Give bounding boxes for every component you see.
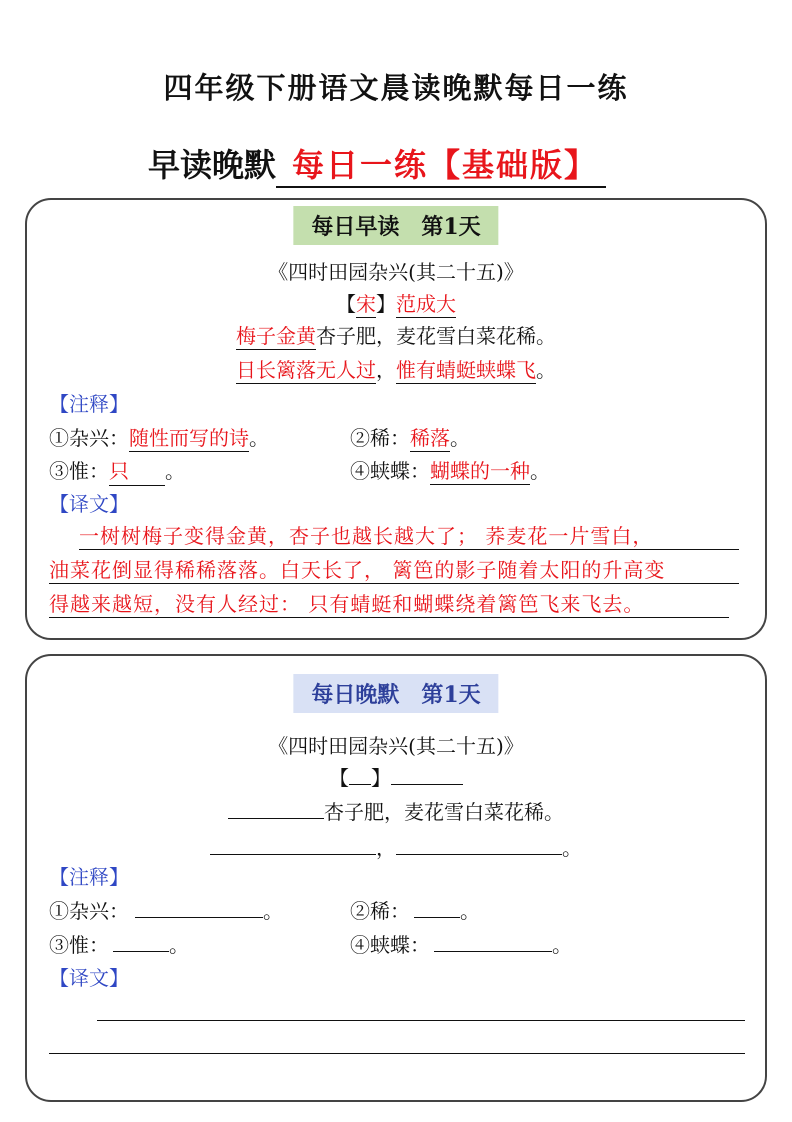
dynasty-bracket-open: 【 — [336, 292, 356, 316]
note-term: ①杂兴： — [49, 899, 129, 923]
note-item-4 — [350, 455, 550, 484]
note-end: 。 — [450, 426, 470, 450]
note-blank[interactable] — [414, 897, 460, 918]
line2-blank-b[interactable] — [396, 834, 562, 855]
translation-blank-line-1[interactable] — [97, 1020, 745, 1021]
poem-title: 《四时田园杂兴(其二十五)》 — [268, 734, 524, 758]
poem-author-line — [27, 288, 765, 317]
poem-title: 《四时田园杂兴(其二十五)》 — [268, 260, 524, 284]
note-term: ③惟： — [49, 459, 109, 483]
line1-text: 杏子肥，麦花雪白菜花稀。 — [324, 800, 564, 824]
note-term: ①杂兴： — [49, 426, 129, 450]
line2-end: 。 — [536, 358, 556, 382]
evening-day-badge: 每日晚默 第1天 — [293, 674, 498, 713]
subtitle-black: 早读晚默 — [148, 146, 277, 184]
author-answer: 范成大 — [396, 292, 456, 316]
author-blank[interactable] — [391, 764, 463, 785]
document-subtitle — [148, 140, 606, 188]
note-item-3 — [49, 455, 185, 486]
note-item-3 — [49, 929, 189, 958]
evening-dictation-card — [25, 654, 767, 1102]
line2-comma: ， — [376, 836, 396, 860]
note-blank[interactable] — [113, 931, 169, 952]
translation-line-3: 得越来越短，没有人经过： 只有蜻蜓和蝴蝶绕着篱笆飞来飞去。 — [49, 588, 729, 618]
note-term: ④蛱蝶： — [350, 459, 430, 483]
note-end: 。 — [169, 933, 189, 957]
note-end: 。 — [249, 426, 269, 450]
note-end: 。 — [530, 459, 550, 483]
morning-reading-card — [25, 198, 767, 640]
line2-answer-b: 惟有蜻蜓蛱蝶飞 — [396, 358, 536, 382]
note-term: ④蛱蝶： — [350, 933, 430, 957]
line2-blank-a[interactable] — [210, 834, 376, 855]
note-blank[interactable] — [135, 897, 263, 918]
dynasty-bracket-close: 】 — [376, 292, 396, 316]
poem-author-line — [27, 762, 765, 791]
note-end: 。 — [460, 899, 480, 923]
translation-line-2: 油菜花倒显得稀稀落落。白天长了， 篱笆的影子随着太阳的升高变 — [49, 554, 739, 584]
note-blank[interactable] — [434, 931, 552, 952]
note-item-2 — [350, 422, 470, 451]
note-term: ③惟： — [49, 933, 109, 957]
note-item-2 — [350, 895, 480, 924]
poem-line-2 — [27, 354, 765, 383]
note-answer: 只 — [109, 455, 165, 486]
morning-day-badge: 每日早读 第1天 — [293, 206, 498, 245]
note-item-1 — [49, 895, 283, 924]
note-answer: 蝴蝶的一种 — [430, 459, 530, 483]
note-answer: 随性而写的诗 — [129, 426, 249, 450]
dynasty-blank[interactable] — [349, 764, 371, 785]
dynasty-answer: 宋 — [356, 292, 376, 316]
dynasty-bracket-open: 【 — [329, 766, 349, 790]
note-term: ②稀： — [350, 426, 410, 450]
notes-label: 【注释】 — [49, 392, 129, 416]
translation-label: 【译文】 — [49, 492, 129, 516]
poem-line-2 — [27, 832, 765, 861]
note-end: 。 — [552, 933, 572, 957]
dynasty-bracket-close: 】 — [371, 766, 391, 790]
line1-blank[interactable] — [228, 798, 324, 819]
translation-label: 【译文】 — [49, 966, 129, 990]
line1-text: 杏子肥，麦花雪白菜花稀。 — [316, 324, 556, 348]
subtitle-red: 每日一练【基础版】 — [276, 140, 606, 188]
translation-line-1: 一树树梅子变得金黄，杏子也越长越大了； 荞麦花一片雪白， — [79, 520, 739, 550]
poem-line-1 — [27, 796, 765, 825]
note-answer: 稀落 — [410, 426, 450, 450]
note-end: 。 — [263, 899, 283, 923]
line1-answer: 梅子金黄 — [236, 324, 316, 348]
line2-comma: ， — [376, 358, 396, 382]
note-end: 。 — [165, 459, 185, 483]
note-item-4 — [350, 929, 572, 958]
note-item-1 — [49, 422, 269, 451]
line2-end: 。 — [562, 836, 582, 860]
note-term: ②稀： — [350, 899, 410, 923]
translation-blank-line-2[interactable] — [49, 1053, 745, 1054]
notes-label: 【注释】 — [49, 865, 129, 889]
document-title: 四年级下册语文晨读晚默每日一练 — [163, 71, 629, 105]
line2-answer-a: 日长篱落无人过 — [236, 358, 376, 382]
poem-line-1 — [27, 320, 765, 349]
